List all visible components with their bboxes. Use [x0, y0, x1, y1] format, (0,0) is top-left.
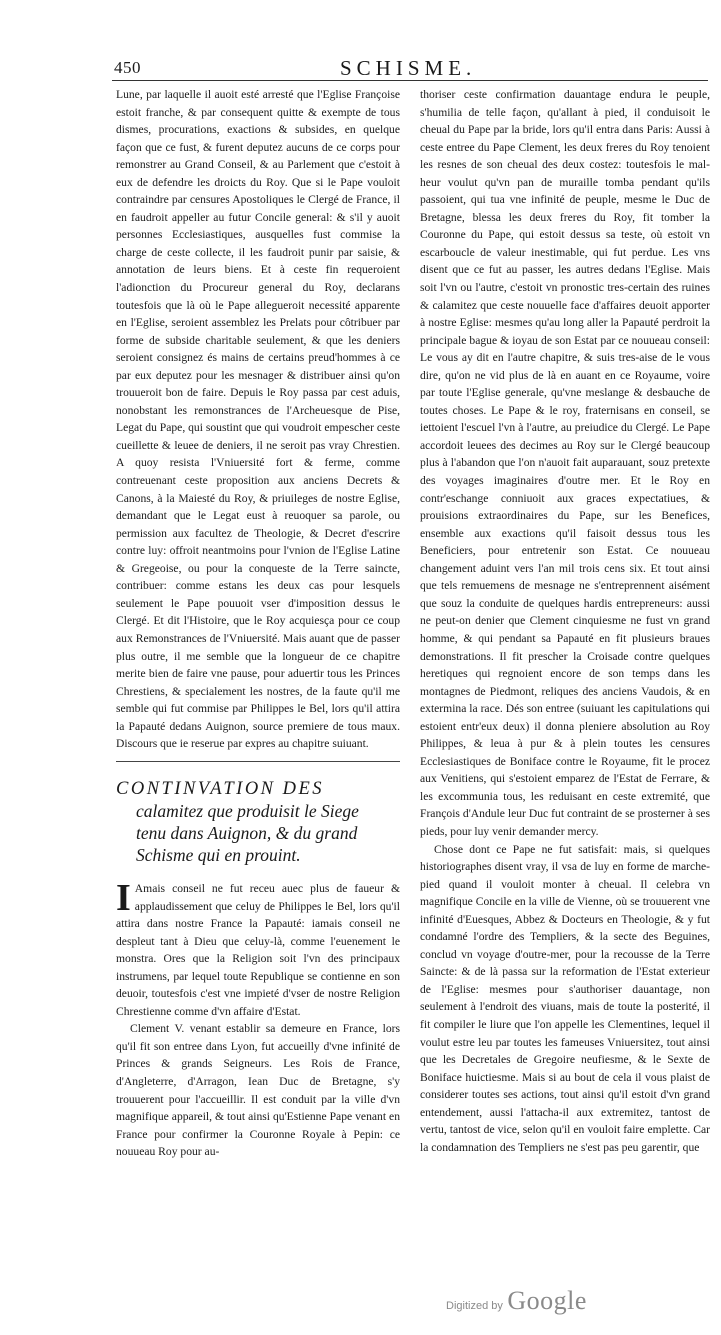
- section-heading-italic: calamitez que produisit le Siege tenu dans Auignon, & du grand Schisme qui en prouint.: [136, 801, 359, 865]
- right-column: [420, 86, 710, 1218]
- page-number: 450: [114, 58, 141, 77]
- left-column: [116, 86, 400, 1216]
- section-heading: [116, 778, 400, 866]
- right-paragraph-second: Chose dont ce Pape ne fut satisfait: mais, si quelques historiographes disent vray, il vsa de luy en forme de marche-pied quand il vouloit monter à cheual. Il celebra vn magnifique Concile en la ville de Vienne, où se trouuerent vne infinité d'Euesques, Abbez & Docteurs en Theologie, & y fut condamné l'ordre des Templiers, & la secte des Beguines, conclud vn voyage d'outre-mer, pour la recousse de la Terre Saincte: & de là passa sur la reformation de l'Estat exterieur de l'Eglise: mesmes pour s'authoriser dauantage, non seulement à l'endroit des viuans, mais de toute la posterité, il fit compiler le liure que l'on appelle les Clementines, lequel il voulut estre leu par toutes les fameuses Vniuersitez, tout ainsi que les Decretales de Gregoire neufiesme, & le Sexte de Boniface huictiesme. Mais si au bout de cela il vous plaist de considerer toutes ses actions, tout ainsi qu'il estoit d'vn grand entendement, aussi l'attacha-il aux extremitez, tantost de vertu, tantost de vice, selon qu'il en vouloit faire emplette. Car la condamnation des Templiers ne s'est pas peu garentir, que: [420, 842, 710, 1154]
- right-paragraph: thoriser ceste confirmation dauantage endura le peuple, s'humilia de telle façon, qu'allant à pied, il conduisoit le cheual du Pape par la bride, lors qu'il entra dans Paris: Aussi à ceste entree du Pape Clement, les deux freres du Roy tenoient les resnes de son cheual des deux costez: toutesfois le mal-heur voulut qu'vn pan de muraille tomba pendant qu'ils passoient, qui tua vne infinité de peuple, mesme le Duc de Bretagne, blessa les deux freres du Roy, fit tomber la Couronne du Pape, qui estoit dessus sa teste, où estoit vn escarboucle de valeur inestimable, qui fut perdue. Les vns disent que ce fut au passer, les autres dedans l'Eglise. Mais soit l'vn ou l'autre, c'estoit vn pronostic tres-certain des ruines & calamitez que ceste nouuelle face d'affaires deuoit apporter à nostre Eglise: mesmes qu'au long aller la Papauté perdroit la principale bague & ioyau de son Estat par ce nouueau conseil: Le vous ay dit en l'autre chapitre, & suis tres-aise de le vous dire, qu'on ne vid plus de là en auant en ce Royaume, voire par toute l'Eglise generale, qu'vne meslange & desbauche de toutes choses. Le Pape & le roy, fraternisans en conseil, se iettoient l'escuel l'vn à l'autre, au preiudice du Clergé. Le Pape accordoit leuees des decimes au Roy sur le Clergé beaucoup plus à l'abandon que l'on n'auoit fait auparauant, souz pretexte des voyages imaginaires d'outre mer. Et le Roy en contr'eschange conniuoit aux graces expectatiues, & prouisions extraordinaires du Pape, sur les Benefices, ensemble aux exactions qu'il faisoit dessus tous les Beneficiers, pour entretenir son Estat. Ce nouueau changement aduint vers l'an mil trois cens six. Et tout ainsi que tels remuemens de mesnage ne s'entreprennent aisément que souz la conduite de quelques hardis entrepreneurs: aussi ne peut-on denier que Clement cinquiesme ne fust vn grand homme, & qui pendant sa Papauté en fit plusieurs braues demonstrations. Il fit prescher la Croisade contre quelques heretiques qui regnoient encore de son temps dans les montagnes de Piedmont, reliques des anciens Vaudois, & en extermina la race. Dés son entree (suiuant les capitulations qui estoient entr'eux deux) il donna pleniere absolution au Roy Philippes, & leua à pur & à plein toutes les censures Ecclesiastiques de Boniface contre le Royaume, fit le procez aux Venitiens, qui s'estoient emparez de l'Estat de Ferrare, & les excommunia tous, les reduisant en ceste extremité, que François d'Andule leur Duc fut contraint de se prosterner à ses pieds, pour luy venir demander mercy.: [420, 88, 710, 838]
- google-logo: Google: [507, 1286, 587, 1315]
- left-paragraph: Lune, par laquelle il auoit esté arresté que l'Eglise Françoise estoit franche, & par consequent quitte & exempte de tous dismes, procurations, exactions & subsides, en quelque façon que ce fust, & furent deputez aucuns de ce corps pour remonstrer au Grand Conseil, & au Parlement que c'estoit à eux de defendre les droicts du Roy. Que si le Pape vouloit contraindre par censures Apostoliques le Clergé de France, il en faudroit appeller au futur Concile general: & s'il y auoit personnes Ecclesiastiques, ausquelles fust commise la charge de ceste collecte, il les faudroit punir par saisie, & annotation de leurs biens. Et à ceste fin requeroient l'adionction du Procureur general du Roy, declarans toutesfois que là où le Pape allegueroit necessité apparente en l'Eglise, seroient assemblez les Prelats pour côtribuer par forme de subside charitable seulement, & que les deniers seroient consignez és mains de certains preud'hommes à ce par eux deputez pour les mesnager & distribuer ainsi qu'on trouueroit bon de faire. Depuis le Roy passa par cest aduis, nonobstant les remonstrances de l'Archeuesque de Pise, Legat du Pape, qui soustint que qui voudroit empescher ceste cueillette & leuee de deniers, il ne seroit pas vray Chrestien. A quoy resista l'Vniuersité fort & ferme, comme contreuenant ceste proposition aux anciens Decrets & Canons, à la Maiesté du Roy, & priuileges de nostre Eglise, demandant que le Legat eust à reuoquer sa parole, ou permission aux facultez de Theologie, & Decret d'escrire contre luy: offroit neantmoins pour l'vnion de l'Eglise Latine & Gregeoise, ou pour la conqueste de la Terre saincte, contribuer: comme estans les deux cas pour lesquels seulement le Pape pouuoit vser d'imposition dessus le Clergé. Et dit l'Histoire, que le Roy acquiesça pour ce coup aux Remonstrances de l'Vniuersité. Mais auant que de passer plus outre, il me semble que la longueur de ce chapitre merite bien de faire vne pause, pour aduertir tous les Princes Chrestiens, & specialement les nostres, de la faute qu'il me semble qui fut commise par Philippes le Bel, lors qu'il attira la Papauté dedans Auignon, source premiere de tous maux. Discours que ie reserue par expres au chapitre suiuant.: [116, 88, 400, 751]
- drop-cap: I: [116, 880, 131, 919]
- chapter-opening-paragraph: [116, 880, 400, 1020]
- section-divider: [116, 761, 400, 774]
- header-rule: [112, 80, 708, 81]
- digitized-watermark: [446, 1286, 587, 1316]
- watermark-prefix: Digitized by: [446, 1300, 503, 1312]
- section-heading-caps: CONTINVATION DES: [116, 779, 325, 799]
- running-head: SCHISME.: [340, 56, 477, 80]
- chapter-paragraph: Clement V. venant establir sa demeure en France, lors qu'il fit son entree dans Lyon, fut accueilly d'vne infinité de Princes & grands Seigneurs. Les Rois de France, d'Angleterre, d'Arragon, Iean Duc de Bretagne, s'y trouuerent pour l'accueillir. Il est conduit par la ville d'vn magnifique appareil, & tout ainsi qu'Estienne Pape venant en France pour confirmer la Couronne Royale à Pepin: ce nouueau Roy pour au-: [116, 1022, 400, 1159]
- chapter-text-block: [116, 880, 400, 1216]
- chapter-opening-text: Amais conseil ne fut receu auec plus de faueur & applaudissement que celuy de Philippes le Bel, lors qu'il attira dans nostre France la Papauté: iamais conseil ne despleut tant à Dieu que celuy-là, comme l'euenement le monstra. Ores que la Religion soit l'vn des principaux instrumens, par lequel toute Republique se contienne en son deuoir, toutesfois c'est vne impieté d'vser de nostre Religion Chrestienne comme d'vn affaire d'Estat.: [116, 882, 400, 1018]
- left-text-block: [116, 86, 400, 751]
